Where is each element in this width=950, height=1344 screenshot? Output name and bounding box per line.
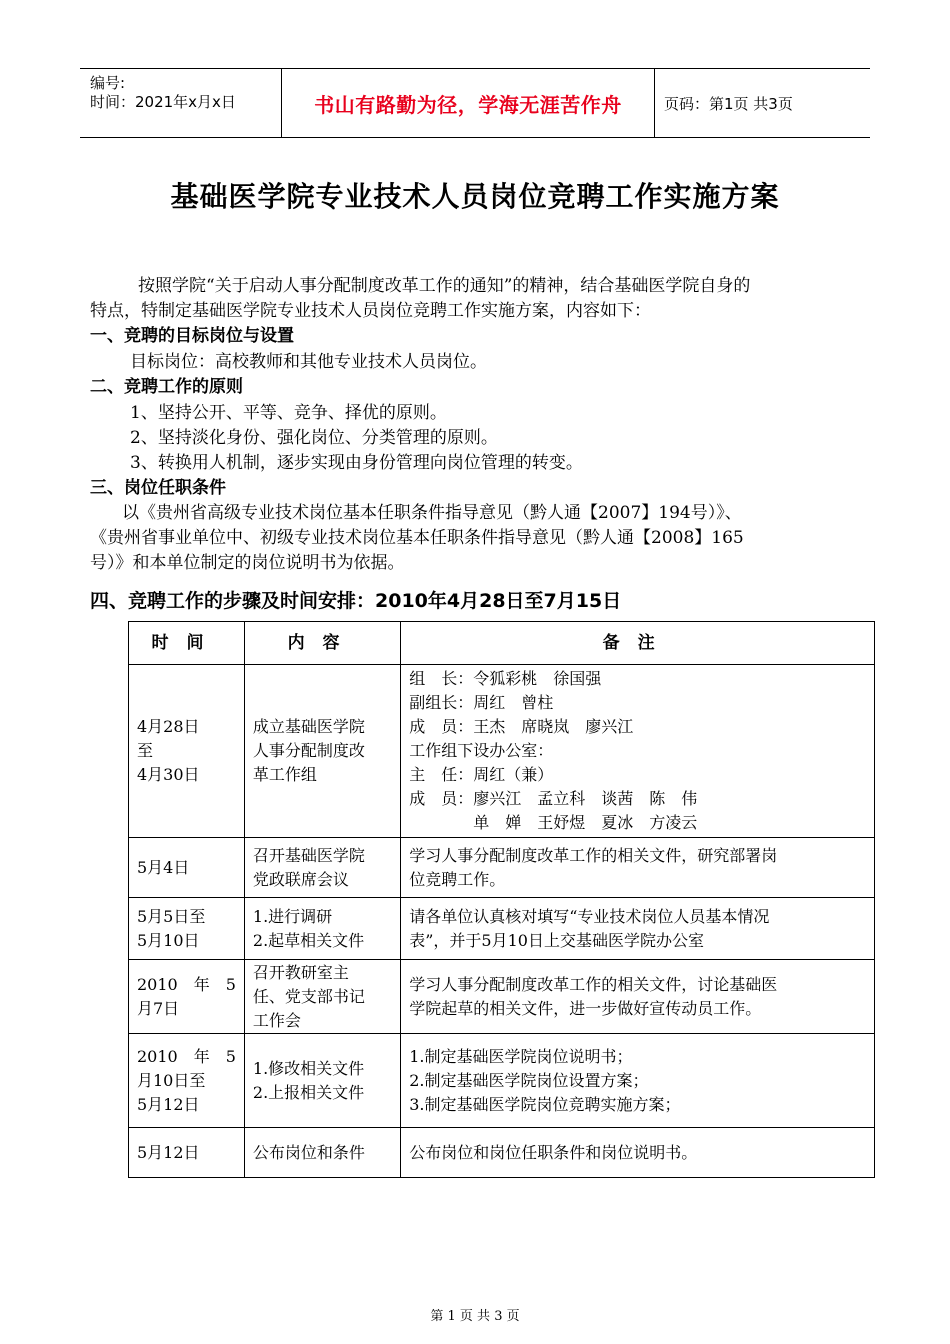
section-3-text-line: 以《贵州省高级专业技术岗位基本任职条件指导意见（黔人通【2007】194号）》、 bbox=[122, 503, 742, 523]
cell-note bbox=[401, 1128, 875, 1178]
content-line: 公布岗位和条件 bbox=[252, 1142, 365, 1162]
note-line: 组 长：令狐彩桃 徐国强 bbox=[409, 669, 602, 688]
cell-content bbox=[244, 960, 400, 1034]
section-3-heading: 三、岗位任职条件 bbox=[90, 478, 226, 498]
note-line: 学院起草的相关文件，进一步做好宣传动员工作。 bbox=[409, 998, 762, 1018]
cell-time bbox=[129, 898, 245, 960]
content-line: 召开教研室主 bbox=[252, 962, 349, 982]
header-page-info: 页码：第1页 共3页 bbox=[664, 94, 793, 113]
schedule-table bbox=[128, 621, 875, 1178]
cell-note bbox=[401, 960, 875, 1034]
content-line: 2.起草相关文件 bbox=[252, 930, 365, 950]
cell-content bbox=[244, 838, 400, 898]
content-line: 人事分配制度改 bbox=[252, 741, 365, 760]
section-1-heading: 一、竞聘的目标岗位与设置 bbox=[90, 326, 294, 346]
section-2-item: 1、坚持公开、平等、竞争、择优的原则。 bbox=[130, 403, 447, 423]
note-line: 请各单位认真核对填写“专业技术岗位人员基本情况 bbox=[409, 906, 770, 926]
table-row bbox=[129, 838, 875, 898]
note-line: 工作组下设办公室： bbox=[409, 741, 554, 760]
cell-content bbox=[244, 898, 400, 960]
header-page-cell bbox=[654, 69, 870, 137]
note-line: 成 员：廖兴江 孟立科 谈茜 陈 伟 bbox=[409, 789, 698, 808]
section-2-item: 2、坚持淡化身份、强化岗位、分类管理的原则。 bbox=[130, 428, 498, 448]
time-line: 4月30日 bbox=[137, 765, 200, 784]
section-3-text-line: 号）》和本单位制定的岗位说明书为依据。 bbox=[90, 553, 405, 573]
content-line: 工作会 bbox=[252, 1010, 301, 1030]
time-line: 5月4日 bbox=[137, 857, 190, 877]
content-line: 2.上报相关文件 bbox=[252, 1082, 365, 1102]
time-line: 2010 年 5 bbox=[137, 974, 236, 994]
cell-time bbox=[129, 1034, 245, 1128]
content-line: 任、党支部书记 bbox=[252, 986, 365, 1006]
note-line: 表”，并于5月10日上交基础医学院办公室 bbox=[409, 930, 704, 950]
time-line: 2010 年 5 bbox=[137, 1046, 236, 1066]
column-header-time: 时间 bbox=[129, 622, 245, 665]
document-number-label: 编号: bbox=[90, 74, 126, 92]
time-line: 至 bbox=[137, 741, 154, 760]
time-line: 月10日至 bbox=[137, 1070, 206, 1090]
time-line: 4月28日 bbox=[137, 717, 200, 736]
content-line: 革工作组 bbox=[252, 765, 317, 784]
content-line: 1.修改相关文件 bbox=[252, 1058, 365, 1078]
note-line: 成 员：王杰 席晓岚 廖兴江 bbox=[409, 717, 634, 736]
cell-content bbox=[244, 665, 400, 838]
table-header-row bbox=[129, 622, 875, 665]
note-line: 学习人事分配制度改革工作的相关文件，讨论基础医 bbox=[409, 974, 778, 994]
note-line: 位竞聘工作。 bbox=[409, 869, 506, 889]
section-3-text-line: 《贵州省事业单位中、初级专业技术岗位基本任职条件指导意见（黔人通【2008】165 bbox=[90, 528, 744, 548]
section-1-text: 目标岗位：高校教师和其他专业技术人员岗位。 bbox=[130, 352, 487, 372]
intro-line-2: 特点，特制定基础医学院专业技术人员岗位竞聘工作实施方案，内容如下： bbox=[90, 301, 651, 321]
cell-note bbox=[401, 1034, 875, 1128]
section-2-item: 3、转换用人机制，逐步实现由身份管理向岗位管理的转变。 bbox=[130, 453, 583, 473]
document-time-label: 时间：2021年x月x日 bbox=[90, 93, 236, 111]
table-row bbox=[129, 898, 875, 960]
note-line: 学习人事分配制度改革工作的相关文件，研究部署岗 bbox=[409, 845, 778, 865]
note-line: 3.制定基础医学院岗位竞聘实施方案； bbox=[409, 1094, 681, 1114]
note-line: 2.制定基础医学院岗位设置方案； bbox=[409, 1070, 649, 1090]
time-line: 5月12日 bbox=[137, 1094, 200, 1114]
cell-content bbox=[244, 1128, 400, 1178]
table-row bbox=[129, 960, 875, 1034]
time-line: 5月10日 bbox=[137, 930, 200, 950]
content-line: 成立基础医学院 bbox=[252, 717, 365, 736]
cell-time bbox=[129, 960, 245, 1034]
document-header bbox=[80, 68, 870, 138]
table-row bbox=[129, 1034, 875, 1128]
table-row bbox=[129, 665, 875, 838]
header-motto-cell bbox=[281, 69, 655, 137]
note-line: 副组长：周红 曾柱 bbox=[409, 693, 554, 712]
column-header-content: 内容 bbox=[244, 622, 400, 665]
section-2-heading: 二、竞聘工作的原则 bbox=[90, 377, 243, 397]
cell-time bbox=[129, 838, 245, 898]
content-line: 召开基础医学院 bbox=[252, 845, 365, 865]
column-header-note: 备注 bbox=[401, 622, 875, 665]
time-line: 5月5日至 bbox=[137, 906, 206, 926]
section-4-heading: 四、竞聘工作的步骤及时间安排：2010年4月28日至7月15日 bbox=[90, 590, 622, 612]
table-row bbox=[129, 1128, 875, 1178]
content-line: 1.进行调研 bbox=[252, 906, 333, 926]
cell-time bbox=[129, 1128, 245, 1178]
cell-note bbox=[401, 838, 875, 898]
header-meta bbox=[80, 69, 280, 137]
cell-content bbox=[244, 1034, 400, 1128]
cell-note bbox=[401, 665, 875, 838]
time-line: 5月12日 bbox=[137, 1142, 200, 1162]
header-motto: 书山有路勤为径，学海无涯苦作舟 bbox=[314, 92, 622, 117]
document-title: 基础医学院专业技术人员岗位竞聘工作实施方案 bbox=[170, 180, 780, 213]
note-line: 主 任：周红（兼） bbox=[409, 765, 554, 784]
note-line: 公布岗位和岗位任职条件和岗位说明书。 bbox=[409, 1142, 698, 1162]
cell-time bbox=[129, 665, 245, 838]
note-line: 单 婵 王妤煜 夏冰 方凌云 bbox=[409, 813, 698, 832]
content-line: 党政联席会议 bbox=[252, 869, 349, 889]
note-line: 1.制定基础医学院岗位说明书； bbox=[409, 1046, 633, 1066]
page-footer: 第 1 页 共 3 页 bbox=[430, 1309, 520, 1324]
intro-line-1: 按照学院“关于启动人事分配制度改革工作的通知”的精神，结合基础医学院自身的 bbox=[138, 276, 751, 296]
cell-note bbox=[401, 898, 875, 960]
time-line: 月7日 bbox=[137, 998, 180, 1018]
